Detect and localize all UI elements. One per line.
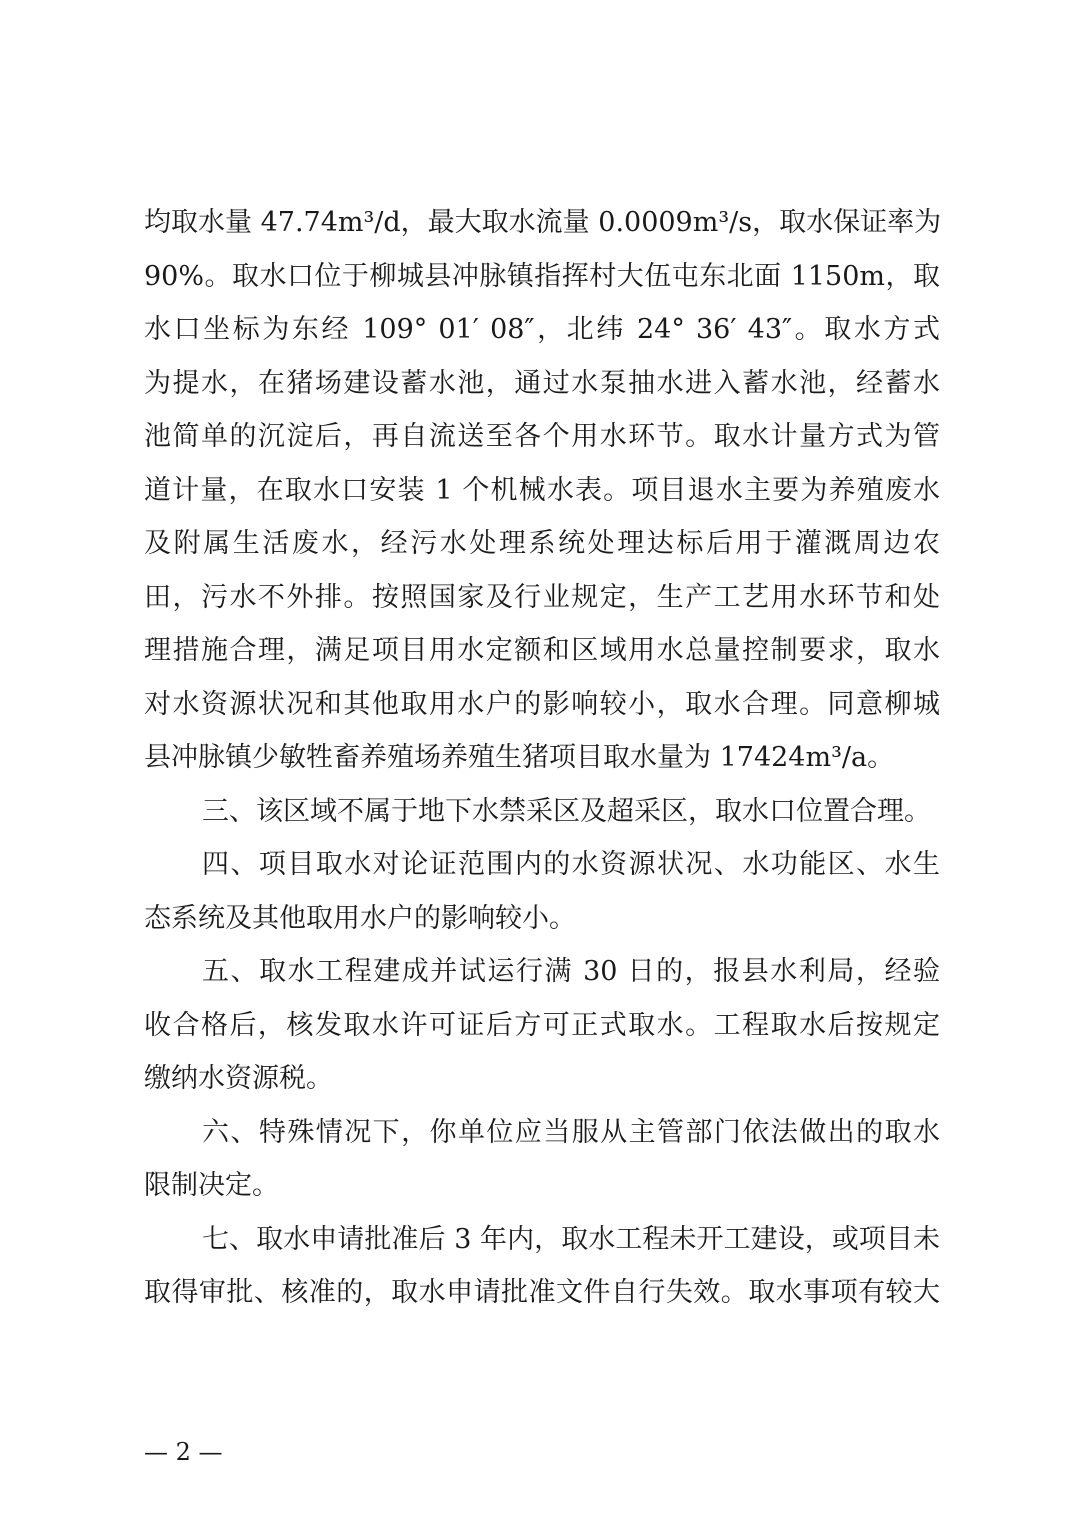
text-line: 对水资源状况和其他取用水户的影响较小，取水合理。同意柳城 [144,688,940,720]
paragraph-five: 五、取水工程建成并试运行满 30 日的，报县水利局，经验 [202,956,940,987]
paragraph-three: 三、该区域不属于地下水禁采区及超采区，取水口位置合理。 [202,795,931,827]
text-line: 田，污水不外排。按照国家及行业规定，生产工艺用水环节和处 [144,581,940,613]
text-line: 理措施合理，满足项目用水定额和区域用水总量控制要求，取水 [144,635,940,666]
text-line: 道计量，在取水口安装 1 个机械水表。项目退水主要为养殖废水 [144,474,940,506]
text-line: 水口坐标为东经 109° 01′ 08″，北纬 24° 36′ 43″。取水方式 [144,314,940,345]
text-line: 县冲脉镇少敏牲畜养殖场养殖生猪项目取水量为 17424m³/a。 [144,742,895,773]
page-number: — 2 — [144,1438,223,1466]
text-line: 限制决定。 [144,1170,279,1201]
paragraph-seven: 七、取水申请批准后 3 年内，取水工程未开工建设，或项目未 [202,1223,940,1255]
paragraph-six: 六、特殊情况下，你单位应当服从主管部门依法做出的取水 [202,1116,940,1148]
text-line: 缴纳水资源税。 [144,1063,333,1094]
text-line: 取得审批、核准的，取水申请批准文件自行失效。取水事项有较大 [144,1277,940,1308]
text-line: 态系统及其他取用水户的影响较小。 [144,902,576,934]
text-line: 均取水量 47.74m³/d，最大取水流量 0.0009m³/s，取水保证率为 [144,207,942,238]
text-line: 及附属生活废水，经污水处理系统处理达标后用于灌溉周边农 [144,528,940,559]
text-line: 为提水，在猪场建设蓄水池，通过水泵抽水进入蓄水池，经蓄水 [144,367,940,399]
paragraph-four: 四、项目取水对论证范围内的水资源状况、水功能区、水生 [202,849,940,880]
text-line: 90%。取水口位于柳城县冲脉镇指挥村大伍屯东北面 1150m，取 [144,260,940,292]
document-body [144,196,940,1320]
text-line: 收合格后，核发取水许可证后方可正式取水。工程取水后按规定 [144,1009,940,1041]
text-line: 池简单的沉淀后，再自流送至各个用水环节。取水计量方式为管 [144,421,940,452]
